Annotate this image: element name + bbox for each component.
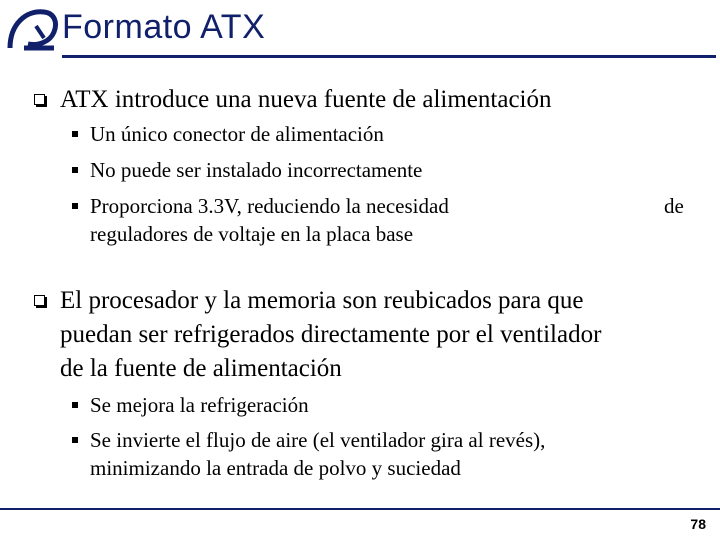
bullet-2-line-1: El procesador y la memoria son reubicados para que [60,287,584,314]
logo-icon [4,4,60,56]
sub-bullet-1-2: No puede ser instalado incorrectamente [90,158,423,182]
sub-bullet-1-3: Proporciona 3.3V, reduciendo la necesidad [90,194,449,218]
slide-title: Formato ATX [62,8,266,46]
sub-bullet-1-3-cont: reguladores de voltaje en la placa base [90,222,414,246]
title-divider [62,55,716,58]
sub-bullet-1-1: Un único conector de alimentación [90,122,384,146]
bullet-box-icon [34,94,45,105]
sub-bullet-2-1: Se mejora la refrigeración [90,393,309,417]
footer-divider [0,508,720,510]
bullet-1-text: ATX introduce una nueva fuente de alimentación [60,86,552,113]
sub-bullet-icon [72,402,78,408]
bullet-2-line-2: puedan ser refrigerados directamente por el ventilador [60,321,602,348]
sub-bullet-1-3-tail: de [664,194,684,218]
page-number: 78 [690,516,706,532]
sub-bullet-icon [72,203,78,209]
sub-bullet-2-2: Se invierte el flujo de aire (el ventilador gira al revés), [90,428,546,452]
sub-bullet-2-2-cont: minimizando la entrada de polvo y suciedad [90,456,461,480]
bullet-box-icon [34,295,45,306]
bullet-2-line-3: de la fuente de alimentación [60,355,342,382]
sub-bullet-icon [72,167,78,173]
sub-bullet-icon [72,131,78,137]
sub-bullet-icon [72,437,78,443]
